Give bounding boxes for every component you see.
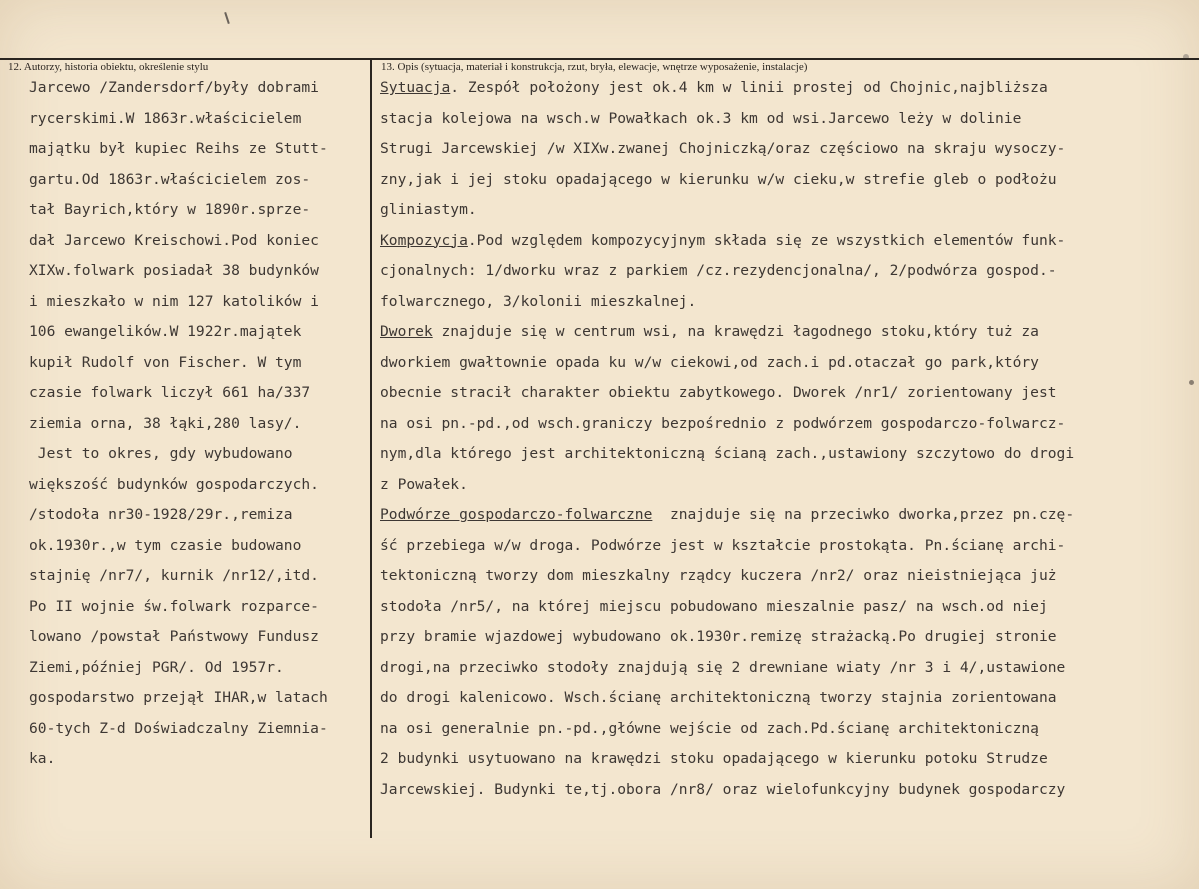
description-text-line	[380, 378, 1074, 409]
line-text: znajduje się na przeciwko dworka,przez pn.czę-	[652, 506, 1075, 523]
line-text: przy bramie wjazdowej wybudowano ok.1930r.remizę strażacką.Po drugiej stronie	[380, 628, 1057, 645]
line-text: zny,jak i jej stoku opadającego w kierunku w/w cieku,w strefie gleb o podłożu	[380, 170, 1057, 188]
line-text: tektoniczną tworzy dom mieszkalny rządcy kuczera /nr2/ oraz nieistniejąca już	[380, 567, 1057, 584]
history-text-line: dał Jarcewo Kreischowi.Pod koniec	[29, 231, 319, 249]
history-text-line: Jarcewo /Zandersdorf/były dobrami	[29, 79, 319, 96]
description-text-line	[380, 409, 1074, 440]
history-text-line: lowano /powstał Państwowy Fundusz	[29, 628, 319, 645]
line-text: ść przebiega w/w droga. Podwórze jest w kształcie prostokąta. Pn.ścianę archi-	[380, 536, 1066, 554]
line-text: 2 budynki usytuowano na krawędzi stoku opadającego w kierunku potoku Strudze	[380, 750, 1048, 767]
history-text-line: kupił Rudolf von Fischer. W tym	[29, 353, 302, 371]
description-text-line	[380, 134, 1074, 165]
history-text-line: i mieszkało w nim 127 katolików i	[29, 292, 319, 310]
history-text-column	[29, 73, 328, 775]
description-text-line	[380, 683, 1074, 714]
history-text-line: gartu.Od 1863r.właścicielem zos-	[29, 170, 311, 188]
form-horizontal-rule	[0, 58, 1199, 60]
line-text: dworkiem gwałtownie opada ku w/w ciekowi,od zach.i pd.otaczał go park,który	[380, 353, 1039, 371]
section-13-header: 13. Opis (sytuacja, materiał i konstrukcja, rzut, bryła, elewacje, wnętrze wyposażenie, instalacje)	[381, 61, 808, 73]
line-text: nym,dla którego jest architektoniczną ścianą zach.,ustawiony szczytowo do drogi	[380, 445, 1075, 462]
paper-spot	[1189, 380, 1194, 385]
section-heading: Kompozycja	[380, 231, 468, 249]
history-text-line: gospodarstwo przejął IHAR,w latach	[29, 689, 328, 706]
line-text: . Zespół położony jest ok.4 km w linii prostej od Chojnic,najbliższa	[450, 79, 1048, 96]
description-text-line	[380, 561, 1074, 592]
description-text-line	[380, 226, 1074, 257]
section-heading: Sytuacja	[380, 79, 451, 96]
line-text: gliniastym.	[380, 201, 477, 218]
history-text-line: czasie folwark liczył 661 ha/337	[29, 384, 311, 401]
description-text-line	[380, 287, 1074, 318]
history-text-line: majątku był kupiec Reihs ze Stutt-	[29, 140, 328, 157]
description-text-line	[380, 317, 1074, 348]
description-text-line	[380, 439, 1074, 470]
section-12-header: 12. Autorzy, historia obiektu, określenie stylu	[8, 61, 209, 73]
history-text-line: Po II wojnie św.folwark rozparce-	[29, 597, 319, 615]
line-text: znajduje się w centrum wsi, na krawędzi łagodnego stoku,który tuż za	[432, 323, 1039, 340]
section-heading: Dworek	[380, 323, 433, 340]
line-text: folwarcznego, 3/kolonii mieszkalnej.	[380, 292, 697, 310]
line-text: z Powałek.	[380, 475, 468, 493]
history-text-line: stajnię /nr7/, kurnik /nr12/,itd.	[29, 567, 319, 584]
form-column-divider	[370, 58, 372, 838]
history-text-line: Jest to okres, gdy wybudowano	[29, 445, 293, 462]
line-text: cjonalnych: 1/dworku wraz z parkiem /cz.rezydencjonalna/, 2/podwórza gospod.-	[380, 262, 1057, 279]
description-text-line	[380, 165, 1074, 196]
history-text-line: Ziemi,później PGR/. Od 1957r.	[29, 658, 284, 676]
description-text-line	[380, 714, 1074, 745]
line-text: drogi,na przeciwko stodoły znajdują się 2 drewniane wiaty /nr 3 i 4/,ustawione	[380, 658, 1066, 676]
history-text-line: większość budynków gospodarczych.	[29, 475, 319, 493]
description-text-line	[380, 470, 1074, 501]
history-text-line: rycerskimi.W 1863r.właścicielem	[29, 109, 302, 127]
history-text-line: ziemia orna, 38 łąki,280 lasy/.	[29, 414, 302, 432]
line-text: stacja kolejowa na wsch.w Powałkach ok.3 km od wsi.Jarcewo leży w dolinie	[380, 109, 1022, 127]
line-text: Jarcewskiej. Budynki te,tj.obora /nr8/ oraz wielofunkcyjny budynek gospodarczy	[380, 780, 1066, 798]
line-text: na osi generalnie pn.-pd.,główne wejście od zach.Pd.ścianę architektoniczną	[380, 719, 1039, 737]
description-text-column	[380, 73, 1074, 805]
line-text: Strugi Jarcewskiej /w XIXw.zwanej Chojniczką/oraz częściowo na skraju wysoczy-	[380, 140, 1066, 157]
section-heading: Podwórze gospodarczo-folwarczne	[380, 506, 653, 523]
history-text-line: 106 ewangelików.W 1922r.majątek	[29, 323, 302, 340]
history-text-line: 60-tych Z-d Doświadczalny Ziemnia-	[29, 719, 328, 737]
description-text-line	[380, 195, 1074, 226]
history-text-line: ok.1930r.,w tym czasie budowano	[29, 536, 302, 554]
description-text-line	[380, 73, 1074, 104]
description-text-line	[380, 653, 1074, 684]
line-text: na osi pn.-pd.,od wsch.graniczy bezpośrednio z podwórzem gospodarczo-folwarcz-	[380, 414, 1066, 432]
history-text-line: /stodoła nr30-1928/29r.,remiza	[29, 506, 293, 523]
description-text-line	[380, 775, 1074, 806]
line-text: .Pod względem kompozycyjnym składa się ze wszystkich elementów funk-	[467, 231, 1066, 249]
history-text-line: XIXw.folwark posiadał 38 budynków	[29, 262, 319, 279]
description-text-line	[380, 348, 1074, 379]
description-text-line	[380, 104, 1074, 135]
description-text-line	[380, 256, 1074, 287]
description-text-line	[380, 622, 1074, 653]
pencil-mark	[224, 12, 230, 24]
description-text-line	[380, 592, 1074, 623]
line-text: do drogi kalenicowo. Wsch.ścianę architektoniczną tworzy stajnia zorientowana	[380, 689, 1057, 706]
history-text-line: tał Bayrich,który w 1890r.sprze-	[29, 201, 311, 218]
line-text: obecnie stracił charakter obiektu zabytkowego. Dworek /nr1/ zorientowany jest	[380, 384, 1057, 401]
history-text-line: ka.	[29, 750, 56, 767]
description-text-line	[380, 744, 1074, 775]
description-text-line	[380, 531, 1074, 562]
line-text: stodoła /nr5/, na której miejscu pobudowano mieszalnie pasz/ na wsch.od niej	[380, 597, 1048, 615]
description-text-line	[380, 500, 1074, 531]
